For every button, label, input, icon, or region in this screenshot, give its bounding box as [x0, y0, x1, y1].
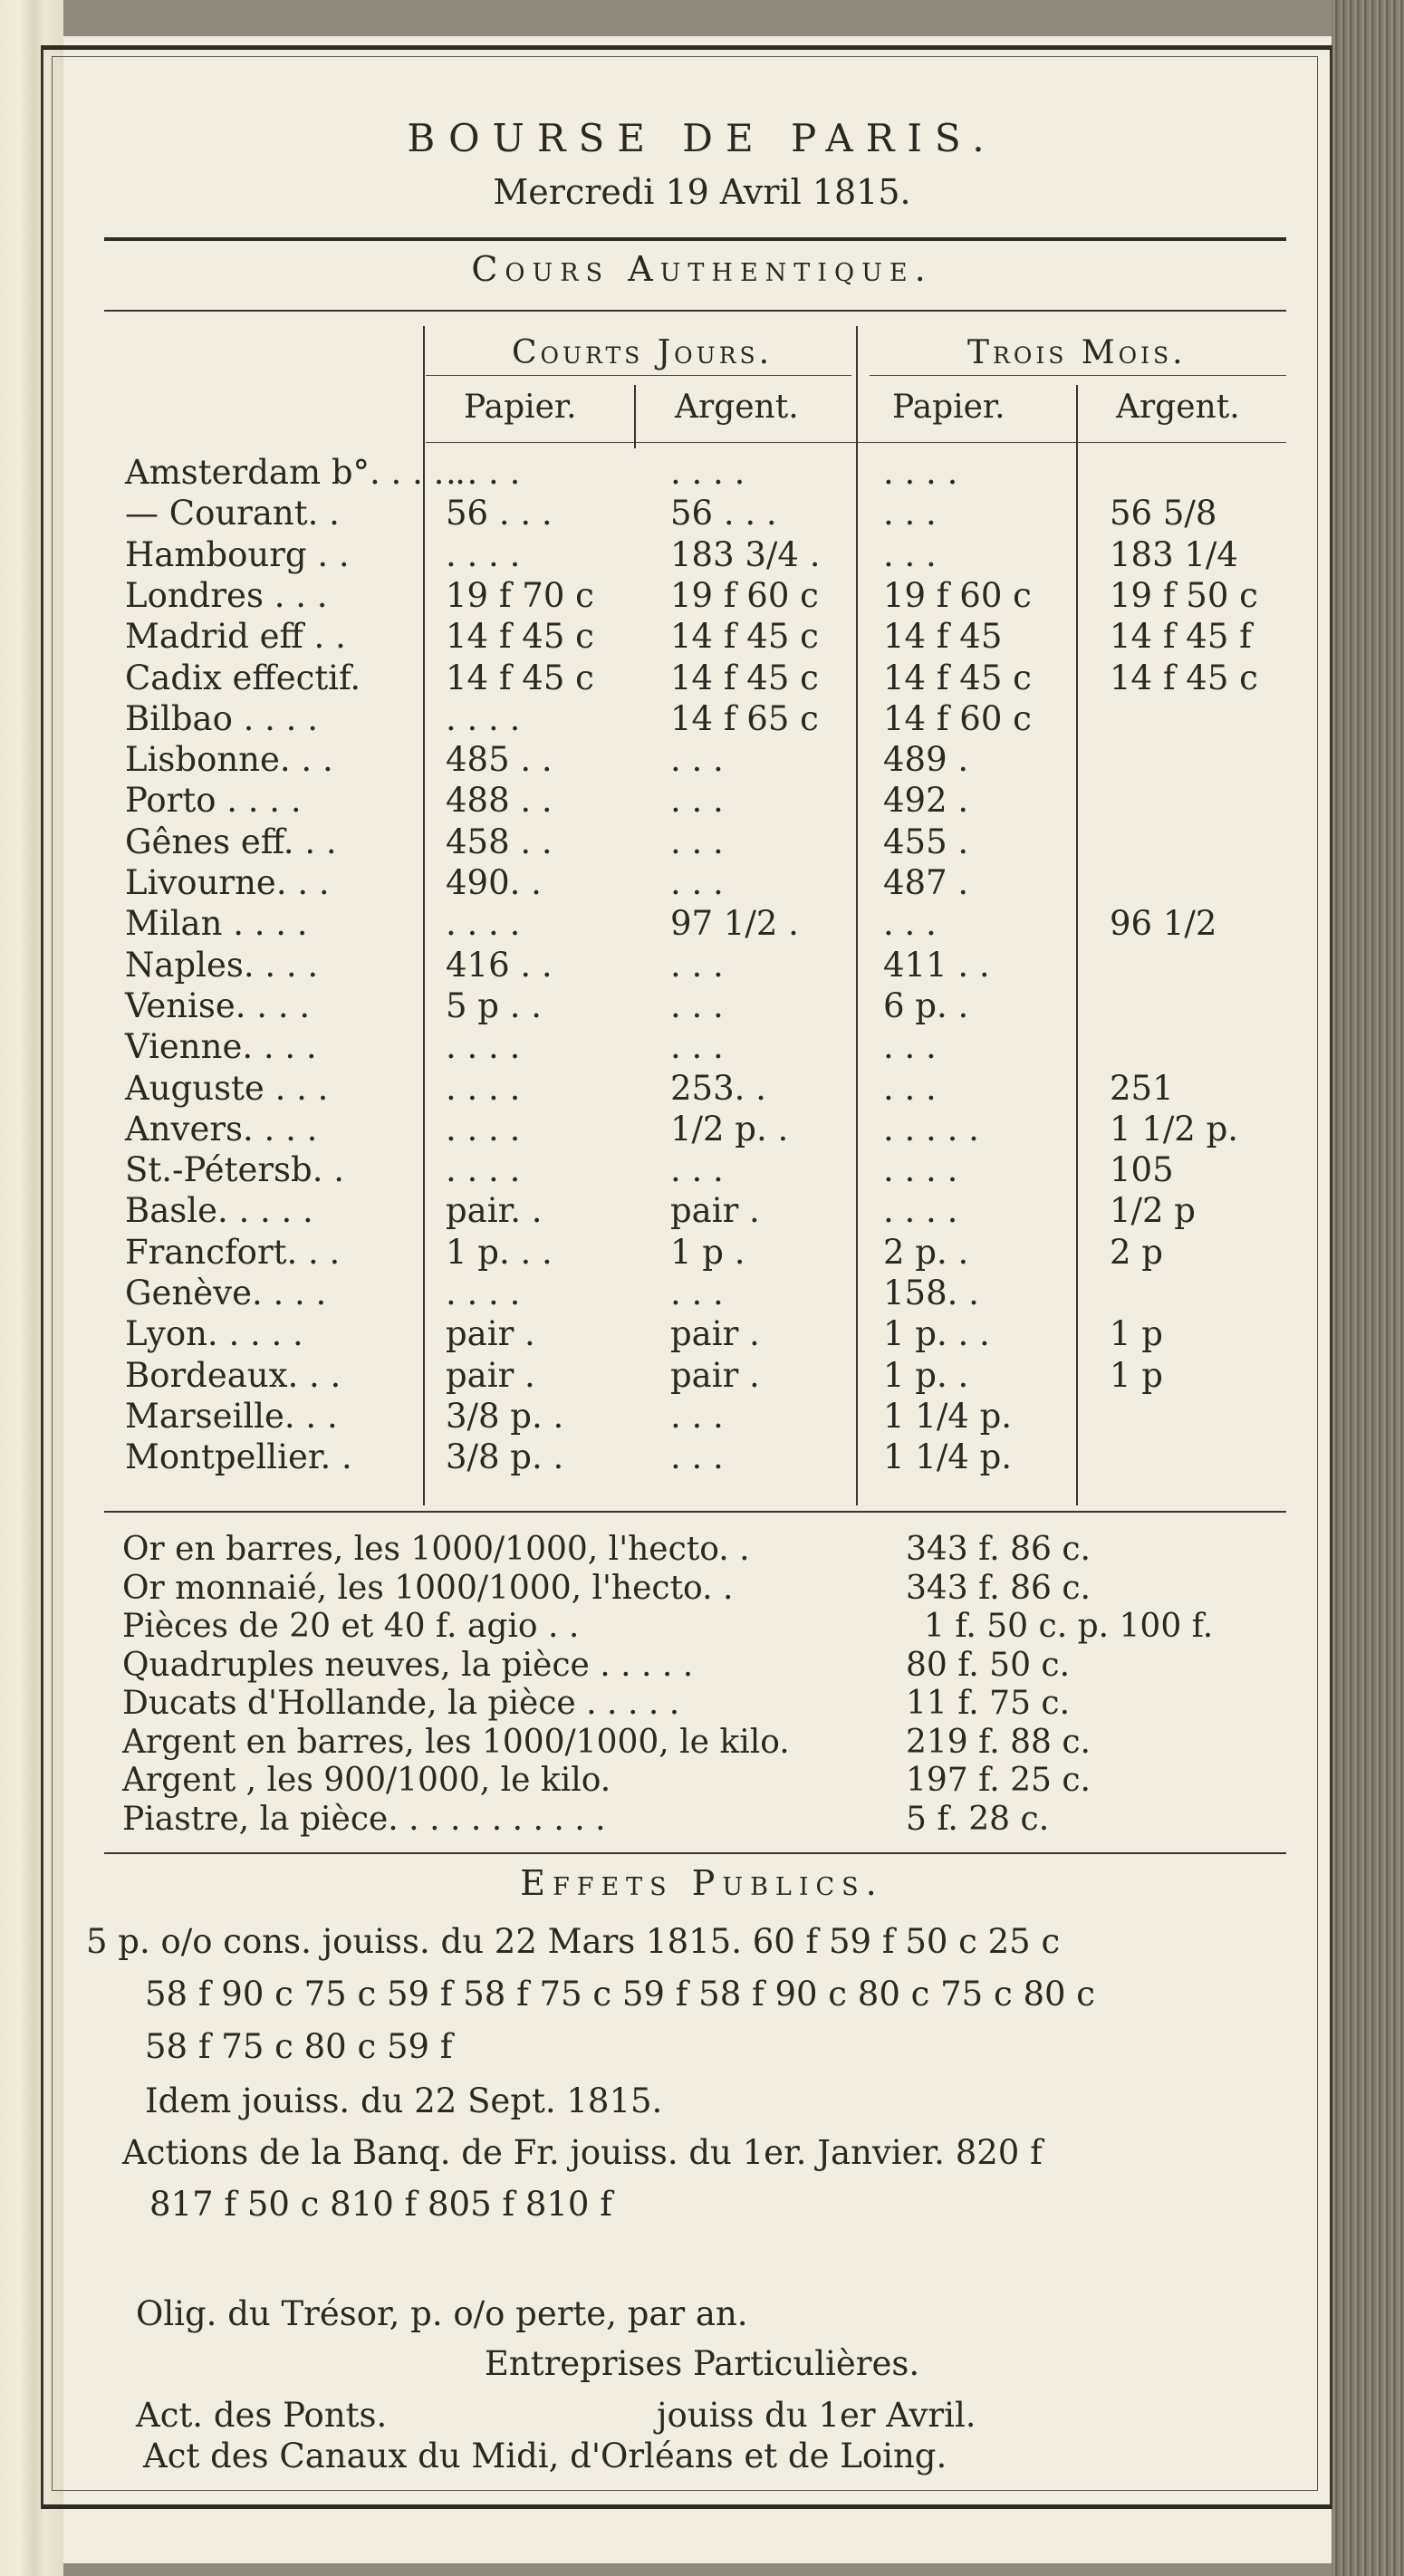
table-row — [0, 1356, 1404, 1394]
row-value-c2: . . . — [670, 1274, 724, 1312]
row-value-c3: 487 . — [883, 863, 969, 902]
row-value-c1: 458 . . — [446, 822, 553, 861]
row-city: Auguste . . . — [125, 1068, 329, 1108]
col-header-papier-2: Papier. — [892, 389, 1005, 426]
row-value-c2: 253. . — [670, 1068, 766, 1108]
row-value-c3: 1 1/4 p. — [883, 1396, 1013, 1436]
row-value-c1: 416 . . — [446, 945, 553, 985]
row-value-c2: pair . — [670, 1191, 760, 1231]
row-city: — Courant. . — [125, 494, 340, 533]
row-value-c2: . . . — [670, 781, 724, 821]
row-value-c1: . . . . — [446, 1027, 521, 1067]
metal-value: 343 f. 86 c. — [906, 1531, 1091, 1568]
effets-line: Actions de la Banq. de Fr. jouiss. du 1er. Janvier. 820 f — [122, 2133, 1043, 2172]
row-value-c3: 2 p. . — [883, 1232, 969, 1272]
metal-label: Quadruples neuves, la pièce . . . . . — [122, 1646, 694, 1684]
row-value-c4: 19 f 50 c — [1110, 575, 1258, 615]
row-city: Gênes eff. . . — [125, 822, 337, 861]
row-value-c2: 14 f 65 c — [670, 698, 819, 738]
table-row — [0, 658, 1404, 697]
metal-value: 343 f. 86 c. — [906, 1569, 1091, 1607]
row-value-c4: 183 1/4 — [1110, 534, 1238, 574]
row-city: Milan . . . . — [125, 904, 308, 944]
row-city: Marseille. . . — [125, 1396, 338, 1436]
metal-label: Piastre, la pièce. . . . . . . . . . . — [122, 1800, 606, 1838]
row-value-c2: 14 f 45 c — [670, 658, 819, 697]
metal-label: Argent en barres, les 1000/1000, le kilo. — [122, 1723, 790, 1761]
table-row — [0, 1397, 1404, 1435]
col-header-argent-2: Argent. — [1116, 389, 1240, 426]
courts-underline — [426, 375, 851, 376]
row-value-c3: 1 p. . — [883, 1355, 969, 1395]
row-value-c2: 97 1/2 . — [670, 904, 799, 944]
effets-heading: Effets Publics. — [520, 1863, 884, 1903]
table-row — [0, 986, 1404, 1024]
row-value-c2: . . . — [670, 1396, 724, 1436]
row-city: Madrid eff . . — [125, 617, 346, 657]
col-rule-2 — [634, 385, 636, 448]
row-value-c1: 3/8 p. . — [446, 1437, 564, 1477]
row-city: Vienne. . . . — [125, 1027, 317, 1067]
row-value-c4: 1/2 p — [1110, 1191, 1196, 1231]
row-city: Bilbao . . . . — [125, 698, 318, 738]
row-value-c3: 14 f 45 — [883, 617, 1003, 657]
metal-value: 5 f. 28 c. — [906, 1800, 1050, 1838]
row-value-c4: 96 1/2 — [1110, 904, 1217, 944]
row-value-c1: pair . — [446, 1355, 535, 1395]
row-value-c1: . . . . — [446, 1150, 521, 1190]
row-city: Francfort. . . — [125, 1232, 341, 1272]
row-value-c3: 1 1/4 p. — [883, 1437, 1013, 1477]
table-row — [0, 1274, 1404, 1312]
row-value-c3: 492 . — [883, 781, 969, 821]
table-row — [0, 904, 1404, 942]
ponts-label: Act. des Ponts. — [136, 2396, 388, 2435]
row-city: Naples. . . . — [125, 945, 319, 985]
row-value-c3: . . . — [883, 1068, 937, 1108]
row-value-c2: . . . — [670, 945, 724, 985]
effets-line: 58 f 75 c 80 c 59 f — [145, 2027, 453, 2066]
metal-value: 11 f. 75 c. — [906, 1685, 1071, 1722]
row-value-c2: pair . — [670, 1314, 760, 1354]
row-value-c2: . . . — [670, 1150, 724, 1190]
row-value-c1: pair. . — [446, 1191, 543, 1231]
effets-line: 58 f 90 c 75 c 59 f 58 f 75 c 59 f 58 f 90 c 80 c 75 c 80 c — [145, 1975, 1096, 2014]
canaux-line: Act des Canaux du Midi, d'Orléans et de Loing. — [143, 2437, 947, 2475]
metal-value: 1 f. 50 c. p. 100 f. — [924, 1608, 1214, 1645]
row-value-c2: 19 f 60 c — [670, 575, 819, 615]
row-value-c3: 14 f 60 c — [883, 698, 1032, 738]
page-title: BOURSE DE PARIS. — [407, 116, 997, 160]
table-row — [0, 576, 1404, 614]
row-value-c1: 56 . . . — [446, 494, 553, 533]
group-header-trois: Trois Mois. — [967, 334, 1187, 371]
row-value-c4: 14 f 45 f — [1110, 617, 1252, 657]
row-value-c3: 411 . . — [883, 945, 990, 985]
row-value-c3: 158. . — [883, 1274, 979, 1312]
table-row — [0, 535, 1404, 573]
table-row — [0, 781, 1404, 819]
row-value-c3: 14 f 45 c — [883, 658, 1032, 697]
table-bottom-rule — [104, 1511, 1286, 1513]
row-city: Livourne. . . — [125, 863, 330, 902]
metals-bottom-rule — [104, 1852, 1286, 1854]
row-value-c1: 14 f 45 c — [446, 617, 594, 657]
col-header-argent-1: Argent. — [675, 389, 799, 426]
row-value-c1: 19 f 70 c — [446, 575, 594, 615]
row-value-c1: . . . . — [446, 1068, 521, 1108]
row-value-c1: . . . . — [446, 698, 521, 738]
row-value-c3: 1 p. . . — [883, 1314, 990, 1354]
effets-line: 817 f 50 c 810 f 805 f 810 f — [149, 2185, 612, 2224]
row-value-c4: 251 — [1110, 1068, 1174, 1108]
row-value-c3: . . . . — [883, 1191, 958, 1231]
row-value-c4: 56 5/8 — [1110, 494, 1217, 533]
row-city: Basle. . . . . — [125, 1191, 313, 1231]
row-value-c3: . . . — [883, 534, 937, 574]
metal-value: 219 f. 88 c. — [906, 1723, 1091, 1761]
row-value-c1: . . . . — [446, 453, 521, 492]
metal-label: Or monnaié, les 1000/1000, l'hecto. . — [122, 1569, 734, 1607]
subtitle-rule — [104, 310, 1286, 312]
metal-label: Ducats d'Hollande, la pièce . . . . . — [122, 1685, 680, 1722]
table-row — [0, 1027, 1404, 1065]
row-value-c4: 14 f 45 c — [1110, 658, 1258, 697]
row-value-c2: 14 f 45 c — [670, 617, 819, 657]
row-city: Londres . . . — [125, 575, 328, 615]
row-value-c1: 14 f 45 c — [446, 658, 594, 697]
table-row — [0, 863, 1404, 901]
row-value-c3: . . . — [883, 904, 937, 944]
row-city: Montpellier. . — [125, 1437, 352, 1477]
row-value-c1: 490. . — [446, 863, 542, 902]
row-value-c2: pair . — [670, 1355, 760, 1395]
table-row — [0, 946, 1404, 984]
row-value-c1: pair . — [446, 1314, 535, 1354]
row-value-c2: . . . — [670, 740, 724, 780]
metal-label: Argent , les 900/1000, le kilo. — [122, 1762, 611, 1799]
table-row — [0, 1233, 1404, 1271]
row-city: Anvers. . . . — [125, 1109, 318, 1149]
row-city: Lisbonne. . . — [125, 740, 333, 780]
section-title: Cours Authentique. — [471, 249, 933, 289]
row-value-c3: 489 . — [883, 740, 969, 780]
effets-line: 5 p. o/o cons. jouiss. du 22 Mars 1815. 60 f 59 f 50 c 25 c — [86, 1922, 1061, 1961]
table-row — [0, 453, 1404, 491]
entreprises-heading: Entreprises Particulières. — [484, 2344, 920, 2383]
table-row — [0, 1069, 1404, 1107]
olig-line: Olig. du Trésor, p. o/o perte, par an. — [136, 2294, 748, 2333]
row-value-c4: 1 p — [1110, 1314, 1163, 1354]
table-row — [0, 1150, 1404, 1188]
table-row — [0, 1191, 1404, 1229]
row-value-c3: . . . . — [883, 453, 958, 492]
page-date: Mercredi 19 Avril 1815. — [493, 172, 911, 212]
row-value-c2: . . . — [670, 822, 724, 861]
row-value-c3: . . . — [883, 494, 937, 533]
row-value-c4: 1 p — [1110, 1355, 1163, 1395]
table-row — [0, 617, 1404, 655]
row-value-c1: . . . . — [446, 1109, 521, 1149]
row-value-c1: 1 p. . . — [446, 1232, 553, 1272]
effets-line: Idem jouiss. du 22 Sept. 1815. — [145, 2081, 663, 2120]
row-value-c1: 3/8 p. . — [446, 1396, 564, 1436]
row-value-c2: . . . — [670, 1027, 724, 1067]
table-row — [0, 1314, 1404, 1352]
row-value-c2: 183 3/4 . — [670, 534, 821, 574]
metal-value: 197 f. 25 c. — [906, 1762, 1091, 1799]
table-row — [0, 1437, 1404, 1475]
table-row — [0, 1110, 1404, 1148]
row-value-c3: . . . — [883, 1027, 937, 1067]
row-city: Genève. . . . — [125, 1274, 327, 1312]
row-city: St.-Pétersb. . — [125, 1150, 345, 1190]
metal-label: Or en barres, les 1000/1000, l'hecto. . — [122, 1531, 750, 1568]
row-city: Bordeaux. . . — [125, 1355, 341, 1395]
row-value-c3: 19 f 60 c — [883, 575, 1032, 615]
row-value-c2: 1/2 p. . — [670, 1109, 789, 1149]
col-header-papier-1: Papier. — [464, 389, 577, 426]
trois-underline — [870, 375, 1286, 376]
row-city: Porto . . . . — [125, 781, 302, 821]
row-value-c4: 2 p — [1110, 1232, 1163, 1272]
row-value-c1: . . . . — [446, 1274, 521, 1312]
row-city: Lyon. . . . . — [125, 1314, 303, 1354]
row-city: Amsterdam b°. . . . . — [125, 453, 466, 492]
row-value-c2: . . . — [670, 985, 724, 1025]
row-value-c2: . . . . — [670, 453, 745, 492]
table-row — [0, 699, 1404, 737]
row-value-c1: 5 p . . — [446, 985, 543, 1025]
row-value-c4: 105 — [1110, 1150, 1174, 1190]
metal-label: Pièces de 20 et 40 f. agio . . — [122, 1608, 580, 1645]
metal-value: 80 f. 50 c. — [906, 1646, 1071, 1684]
header-rule — [104, 237, 1286, 241]
group-header-courts: Courts Jours. — [512, 334, 774, 371]
row-value-c2: . . . — [670, 863, 724, 902]
row-value-c1: 485 . . — [446, 740, 553, 780]
row-city: Cadix effectif. — [125, 658, 361, 697]
row-value-c2: 1 p . — [670, 1232, 745, 1272]
row-value-c3: . . . . . — [883, 1109, 979, 1149]
table-row — [0, 822, 1404, 860]
ponts-value: jouiss du 1er Avril. — [657, 2396, 976, 2435]
row-value-c3: 455 . — [883, 822, 969, 861]
row-value-c2: 56 . . . — [670, 494, 777, 533]
table-row — [0, 740, 1404, 778]
row-value-c1: . . . . — [446, 904, 521, 944]
row-city: Hambourg . . — [125, 534, 350, 574]
row-value-c1: 488 . . — [446, 781, 553, 821]
row-value-c4: 1 1/2 p. — [1110, 1109, 1239, 1149]
row-city: Venise. . . . — [125, 985, 311, 1025]
row-value-c2: . . . — [670, 1437, 724, 1477]
row-value-c1: . . . . — [446, 534, 521, 574]
table-row — [0, 494, 1404, 532]
row-value-c3: 6 p. . — [883, 985, 969, 1025]
row-value-c3: . . . . — [883, 1150, 958, 1190]
